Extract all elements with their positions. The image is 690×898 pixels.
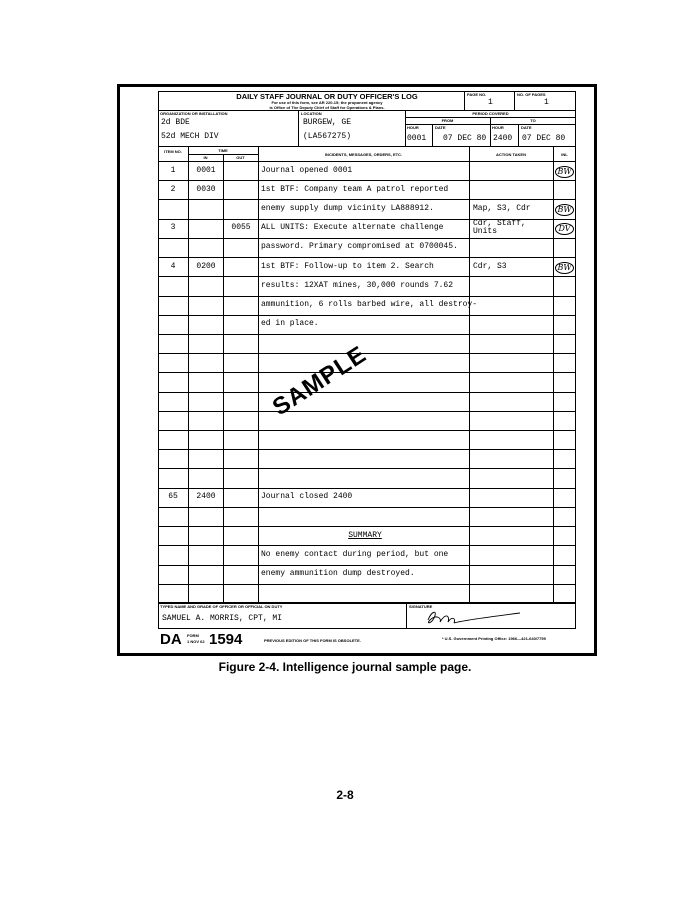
form-subtitle-1: For use of this form, see AR 220-15; the proponent agency [271, 100, 383, 105]
from-date-label: DATE [435, 125, 446, 130]
from-hour-label: HOUR [407, 125, 419, 130]
page-number: 2-8 [336, 788, 354, 802]
col-incidents-header: INCIDENTS, MESSAGES, ORDERS, ETC. [324, 152, 403, 157]
org-line-2: 52d MECH DIV [161, 132, 219, 141]
form-subtitle-2: is Office of The Deputy Chief of Staff for Operations & Plans. [269, 105, 385, 110]
col-item-header: ITEM NO. [164, 149, 182, 154]
gpo-note: * U.S. Government Printing Office: 1966—421-640/7759 [442, 636, 546, 641]
col-action-header: ACTION TAKEN [496, 152, 526, 157]
incident-text: 1st BTF: Follow-up to item 2. Search [261, 261, 434, 271]
incident-text: 1st BTF: Company team A patrol reported [261, 184, 449, 194]
incident-text: No enemy contact during period, but one [261, 549, 449, 559]
item-number: 3 [170, 223, 176, 233]
to-hour-label: HOUR [492, 125, 504, 130]
period-label: PERIOD COVERED [472, 111, 509, 116]
no-of-pages-value: 1 [544, 98, 549, 107]
item-number: 2 [170, 184, 176, 194]
org-line-1: 2d BDE [161, 118, 190, 127]
action-taken: Map, S3, Cdr [473, 204, 531, 214]
time-out: 0055 [231, 223, 251, 233]
initials: BW [555, 166, 574, 178]
incident-text: SUMMARY [348, 530, 382, 540]
action-taken: Cdr, S3 [473, 261, 507, 271]
signer-name: SAMUEL A. MORRIS, CPT, MI [162, 614, 283, 623]
figure-caption: Figure 2-4. Intelligence journal sample page. [218, 660, 472, 674]
previous-edition-note: PREVIOUS EDITION OF THIS FORM IS OBSOLETE. [264, 638, 361, 643]
form-small-label: FORM [187, 633, 199, 638]
time-in: 0030 [196, 184, 216, 194]
initials: BW [555, 204, 574, 216]
col-out-header: OUT [236, 155, 245, 160]
incident-text: ammunition, 6 rolls barbed wire, all destroy- [261, 300, 478, 310]
signer-label: TYPED NAME AND GRADE OF OFFICER OR OFFICIAL ON DUTY [160, 604, 283, 609]
page-no-value: 1 [488, 98, 493, 107]
item-number: 4 [170, 261, 176, 271]
signature-scrawl [420, 608, 530, 628]
time-in: 0001 [196, 165, 216, 175]
col-in-header: IN [203, 155, 208, 160]
from-label: FROM [441, 118, 454, 123]
org-label: ORGANIZATION OR INSTALLATION [160, 111, 228, 116]
form-number: 1594 [209, 631, 243, 648]
from-date: 07 DEC 80 [443, 134, 487, 143]
time-in: 2400 [196, 492, 216, 502]
location-line-1: BURGEW, GE [303, 118, 352, 127]
form-date: 1 NOV 62 [187, 639, 205, 644]
to-date-label: DATE [521, 125, 532, 130]
col-inl-header: INL [561, 152, 568, 157]
signature-label: SIGNATURE [409, 604, 433, 609]
to-date: 07 DEC 80 [522, 134, 566, 143]
incident-text: results: 12XAT mines, 30,000 rounds 7.62 [261, 280, 454, 290]
incident-text: ed in place. [261, 319, 319, 329]
initials: DV [555, 223, 574, 235]
incident-text: ALL UNITS: Execute alternate challenge [261, 223, 444, 233]
form-title: DAILY STAFF JOURNAL OR DUTY OFFICER'S LOG [236, 92, 418, 101]
page-no-label: PAGE NO. [467, 92, 487, 97]
da-label: DA [160, 631, 182, 648]
from-hour: 0001 [407, 134, 427, 143]
item-number: 1 [170, 165, 176, 175]
incident-text: enemy ammunition dump destroyed. [261, 569, 415, 579]
incident-text: password. Primary compromised at 0700045. [261, 242, 458, 252]
incident-text: Journal opened 0001 [261, 165, 353, 175]
to-label: TO [530, 118, 536, 123]
item-number: 65 [168, 492, 178, 502]
time-in: 0200 [196, 261, 216, 271]
incident-text: enemy supply dump vicinity LA888912. [261, 204, 434, 214]
col-time-header: TIME [218, 148, 228, 153]
sample-stamp: SAMPLE [267, 340, 372, 422]
incident-text: Journal closed 2400 [261, 492, 353, 502]
no-of-pages-label: NO. OF PAGES [517, 92, 546, 97]
location-line-2: (LA567275) [303, 132, 352, 141]
journal-rows [158, 161, 576, 603]
to-hour: 2400 [493, 134, 513, 143]
location-label: LOCATION [301, 111, 322, 116]
action-taken: Cdr, Staff, Units [473, 218, 526, 236]
initials: BW [555, 262, 574, 274]
